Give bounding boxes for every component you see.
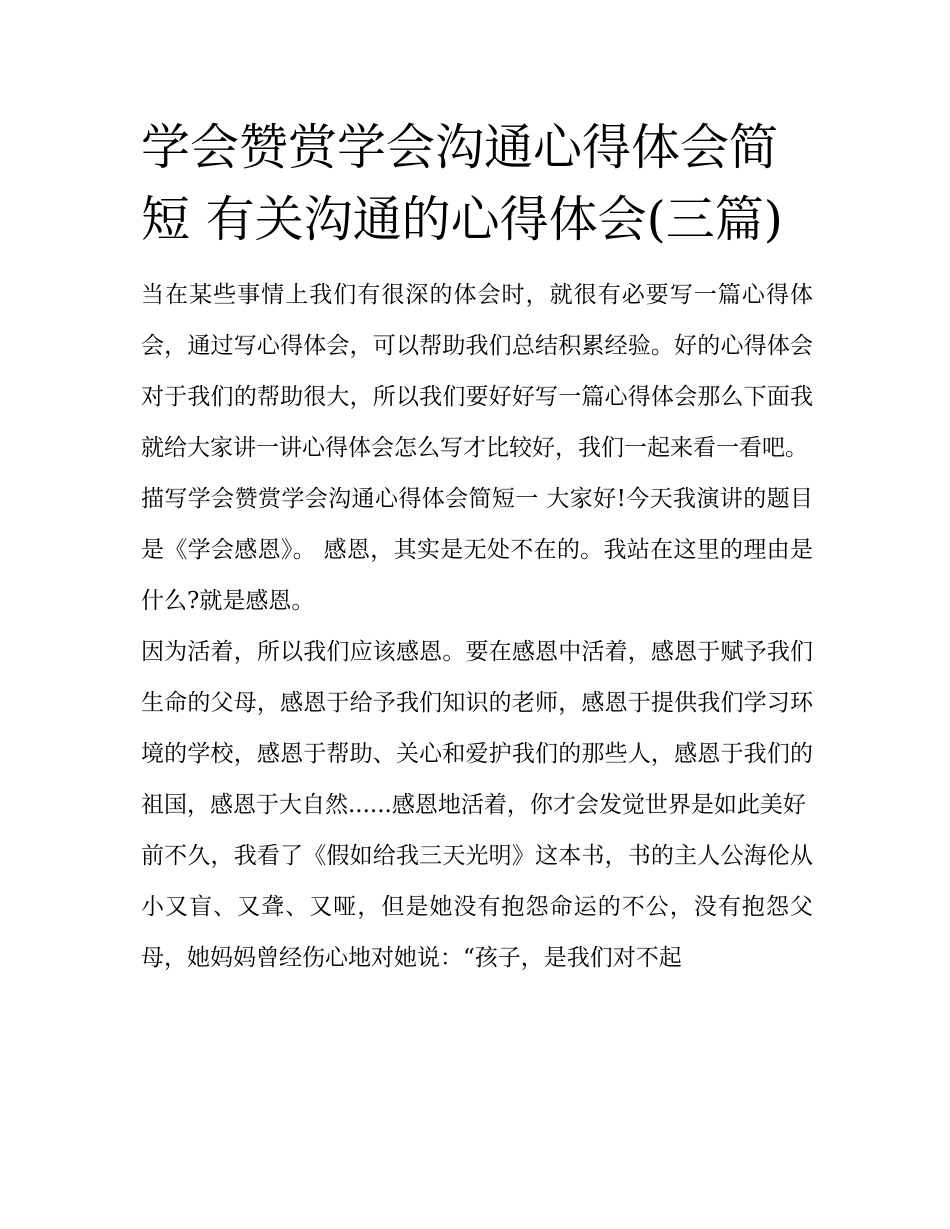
paragraph-intro: 当在某些事情上我们有很深的体会时，就很有必要写一篇心得体会，通过写心得体会，可以帮助我们总结积累经验。好的心得体会对于我们的帮助很大，所以我们要好好写一篇心得体会那么下面我就给大家讲一讲心得体会怎么写才比较好，我们一起来看一看吧。 xyxy=(141,282,813,461)
paragraph-gratitude: 因为活着，所以我们应该感恩。要在感恩中活着，感恩于赋予我们生命的父母，感恩于给予我们知识的老师，感恩于提供我们学习环境的学校，感恩于帮助、关心和爱护我们的那些人，感恩于我们的祖国，感恩于大自然......感恩地活着，你才会发觉世界是如此美好 xyxy=(141,639,813,818)
document-body xyxy=(141,112,813,984)
document-title: 学会赞赏学会沟通心得体会简短 有关沟通的心得体会(三篇) xyxy=(141,119,783,248)
paragraph-speech-opening: 描写学会赞赏学会沟通心得体会简短一 大家好!今天我演讲的题目是《学会感恩》。 感恩，其实是无处不在的。我站在这里的理由是什么?就是感恩。 xyxy=(141,486,813,614)
paragraph-helen-keller: 前不久，我看了《假如给我三天光明》这本书，书的主人公海伦从小又盲、又聋、又哑，但是她没有抱怨命运的不公，没有抱怨父母，她妈妈曾经伤心地对她说：“孩子，是我们对不起 xyxy=(141,843,813,971)
